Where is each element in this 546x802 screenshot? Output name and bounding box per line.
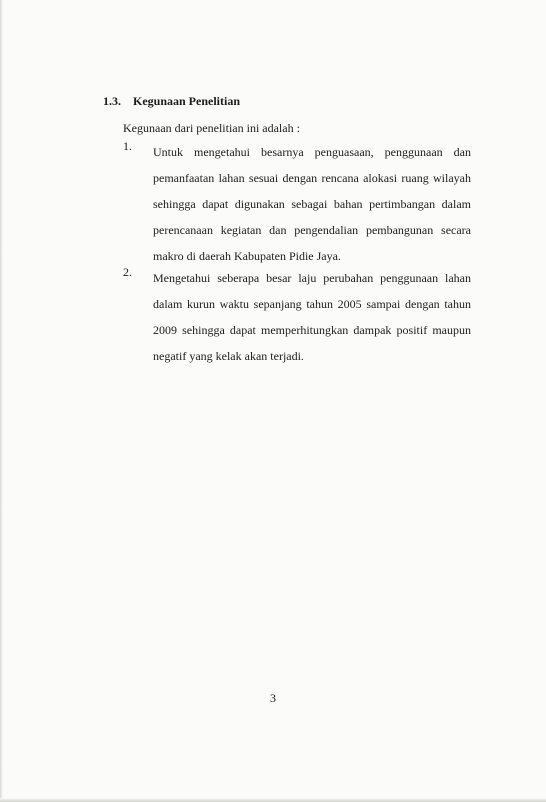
list-item-marker: 2. xyxy=(123,265,132,279)
page-number: 3 xyxy=(270,691,276,705)
list-item-text: Mengetahui seberapa besar laju perubahan penggunaan lahan dalam kurun waktu sepanjang tahun 2005 sampai dengan tahun 2009 sehingga dapat memperhitungkan dampak positif maupun negatif yang kelak akan terjadi. xyxy=(153,271,471,363)
list-item xyxy=(123,265,471,369)
list-item-text: Untuk mengetahui besarnya penguasaan, penggunaan dan pemanfaatan lahan sesuai dengan rencana alokasi ruang wilayah sehingga dapat digunakan sebagai bahan pertimbangan dalam perencanaan kegiatan dan pengendalian pembangunan secara makro di daerah Kabupaten Pidie Jaya. xyxy=(153,145,471,263)
section-heading xyxy=(103,94,240,109)
list-item xyxy=(123,139,471,269)
intro-text: Kegunaan dari penelitian ini adalah : xyxy=(123,121,300,135)
section-title: Kegunaan Penelitian xyxy=(133,94,241,108)
list-item-marker: 1. xyxy=(123,139,132,153)
scan-edge-left xyxy=(0,0,3,802)
scan-edge-bottom xyxy=(0,798,546,802)
section-number: 1.3. xyxy=(103,94,121,108)
